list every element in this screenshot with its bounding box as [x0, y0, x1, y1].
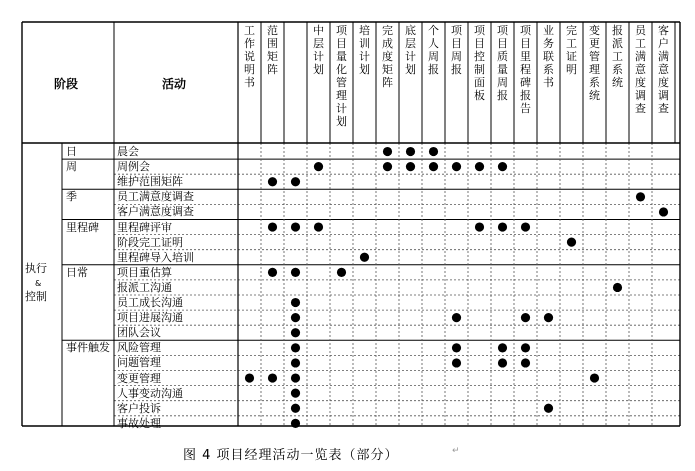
activity-label: 变更管理: [117, 371, 161, 385]
activity-mark-dot: [291, 358, 300, 367]
stage-main-label: &: [35, 278, 42, 288]
column-header: 项 目 周 报: [451, 24, 462, 76]
activity-label: 维护范围矩阵: [117, 175, 183, 189]
activity-mark-dot: [291, 177, 300, 186]
activity-mark-dot: [452, 343, 461, 352]
activity-label: 人事变动沟通: [117, 386, 183, 400]
activity-label: 晨会: [117, 145, 139, 158]
activity-label: 周例会: [117, 160, 150, 174]
stage-main-label: 控制: [25, 289, 47, 303]
activity-mark-dot: [613, 283, 622, 292]
activity-label: 里程碑评审: [117, 220, 172, 234]
column-header: 客 户 满 意 度 调 查: [658, 24, 669, 115]
activity-mark-dot: [544, 404, 553, 413]
activity-label: 客户投诉: [117, 401, 161, 415]
activity-mark-dot: [406, 147, 415, 156]
stage-header: 阶段: [54, 77, 79, 91]
paragraph-mark-icon: ↵: [452, 446, 460, 456]
activity-mark-dot: [521, 343, 530, 352]
activity-mark-dot: [383, 162, 392, 171]
activity-mark-dot: [268, 222, 277, 231]
column-header: 员 工 满 意 度 调 查: [635, 24, 646, 115]
activity-label: 问题管理: [117, 356, 161, 370]
stage-group-label: 里程碑: [66, 220, 99, 234]
activity-mark-dot: [291, 343, 300, 352]
activity-label: 项目进展沟通: [117, 311, 183, 325]
activity-mark-dot: [268, 373, 277, 382]
activity-label: 阶段完工证明: [117, 235, 183, 249]
activity-mark-dot: [452, 313, 461, 322]
activity-mark-dot: [521, 222, 530, 231]
stage-group-label: 季: [66, 190, 77, 204]
activity-mark-dot: [590, 373, 599, 382]
activity-mark-dot: [291, 222, 300, 231]
activity-mark-dot: [291, 373, 300, 382]
activity-mark-dot: [291, 268, 300, 277]
activity-mark-dot: [314, 222, 323, 231]
column-header: 范 围 矩 阵: [267, 24, 278, 76]
column-header: 中 层 计 划: [313, 24, 324, 76]
activity-mark-dot: [268, 177, 277, 186]
column-header: 项 目 里 程 碑 报 告: [520, 24, 531, 115]
activity-mark-dot: [452, 358, 461, 367]
activity-mark-dot: [291, 419, 300, 428]
activity-mark-dot: [337, 268, 346, 277]
activity-mark-dot: [268, 268, 277, 277]
column-header: 个 人 周 报: [428, 24, 439, 76]
column-header: 业 务 联 系 书: [543, 24, 554, 89]
activity-mark-dot: [314, 162, 323, 171]
activity-mark-dot: [429, 162, 438, 171]
activity-label: 员工满意度调查: [117, 190, 194, 204]
activity-mark-dot: [291, 404, 300, 413]
activity-mark-dot: [521, 358, 530, 367]
column-header: 变 更 管 理 系 统: [589, 24, 600, 102]
stage-group-label: 周: [66, 160, 77, 174]
activity-mark-dot: [291, 328, 300, 337]
activity-mark-dot: [544, 313, 553, 322]
activity-mark-dot: [360, 253, 369, 262]
column-header: 工 作 说 明 书: [244, 24, 255, 89]
activity-mark-dot: [291, 298, 300, 307]
column-header: 项 目 量 化 管 理 计 划: [336, 24, 347, 128]
figure-caption: 图 4 项目经理活动一览表（部分）: [183, 448, 399, 463]
stage-group-label: 事件触发: [66, 341, 110, 355]
activity-mark-dot: [291, 389, 300, 398]
activity-label: 里程碑导入培训: [117, 250, 194, 264]
activity-mark-dot: [475, 222, 484, 231]
activity-mark-dot: [498, 222, 507, 231]
column-header: 项 目 控 制 面 板: [474, 24, 485, 102]
activity-label: 客户满意度调查: [117, 205, 194, 219]
activity-mark-dot: [383, 147, 392, 156]
activity-mark-dot: [498, 162, 507, 171]
activity-label: 事故处理: [117, 416, 161, 430]
column-header: 项 目 质 量 周 报: [497, 24, 508, 102]
activity-mark-dot: [475, 162, 484, 171]
activity-mark-dot: [429, 147, 438, 156]
column-header: [289, 24, 303, 64]
activity-mark-dot: [567, 238, 576, 247]
activity-mark-dot: [521, 313, 530, 322]
activity-label: 报派工沟通: [117, 280, 172, 294]
stage-main-label: 执行: [25, 261, 47, 275]
activity-mark-dot: [245, 373, 254, 382]
column-header: 底 层 计 划: [405, 24, 416, 76]
activity-header: 活动: [162, 77, 187, 91]
stage-group-label: 日: [66, 145, 77, 158]
activity-mark-dot: [498, 358, 507, 367]
activity-mark-dot: [406, 162, 415, 171]
activity-label: 员工成长沟通: [117, 296, 183, 309]
activity-label: 项目重估算: [117, 265, 172, 279]
activity-label: 风险管理: [117, 341, 161, 355]
column-header: 培 训 计 划: [359, 24, 370, 76]
column-header: 完 工 证 明: [566, 24, 577, 76]
column-header: 报 派 工 系 统: [612, 24, 623, 89]
stage-group-label: 日常: [66, 265, 88, 279]
activity-mark-dot: [452, 162, 461, 171]
activity-mark-dot: [636, 192, 645, 201]
column-header: 完 成 度 矩 阵: [382, 24, 393, 89]
activity-mark-dot: [659, 207, 668, 216]
activity-label: 团队会议: [117, 326, 161, 340]
activity-mark-dot: [291, 313, 300, 322]
activity-mark-dot: [498, 343, 507, 352]
